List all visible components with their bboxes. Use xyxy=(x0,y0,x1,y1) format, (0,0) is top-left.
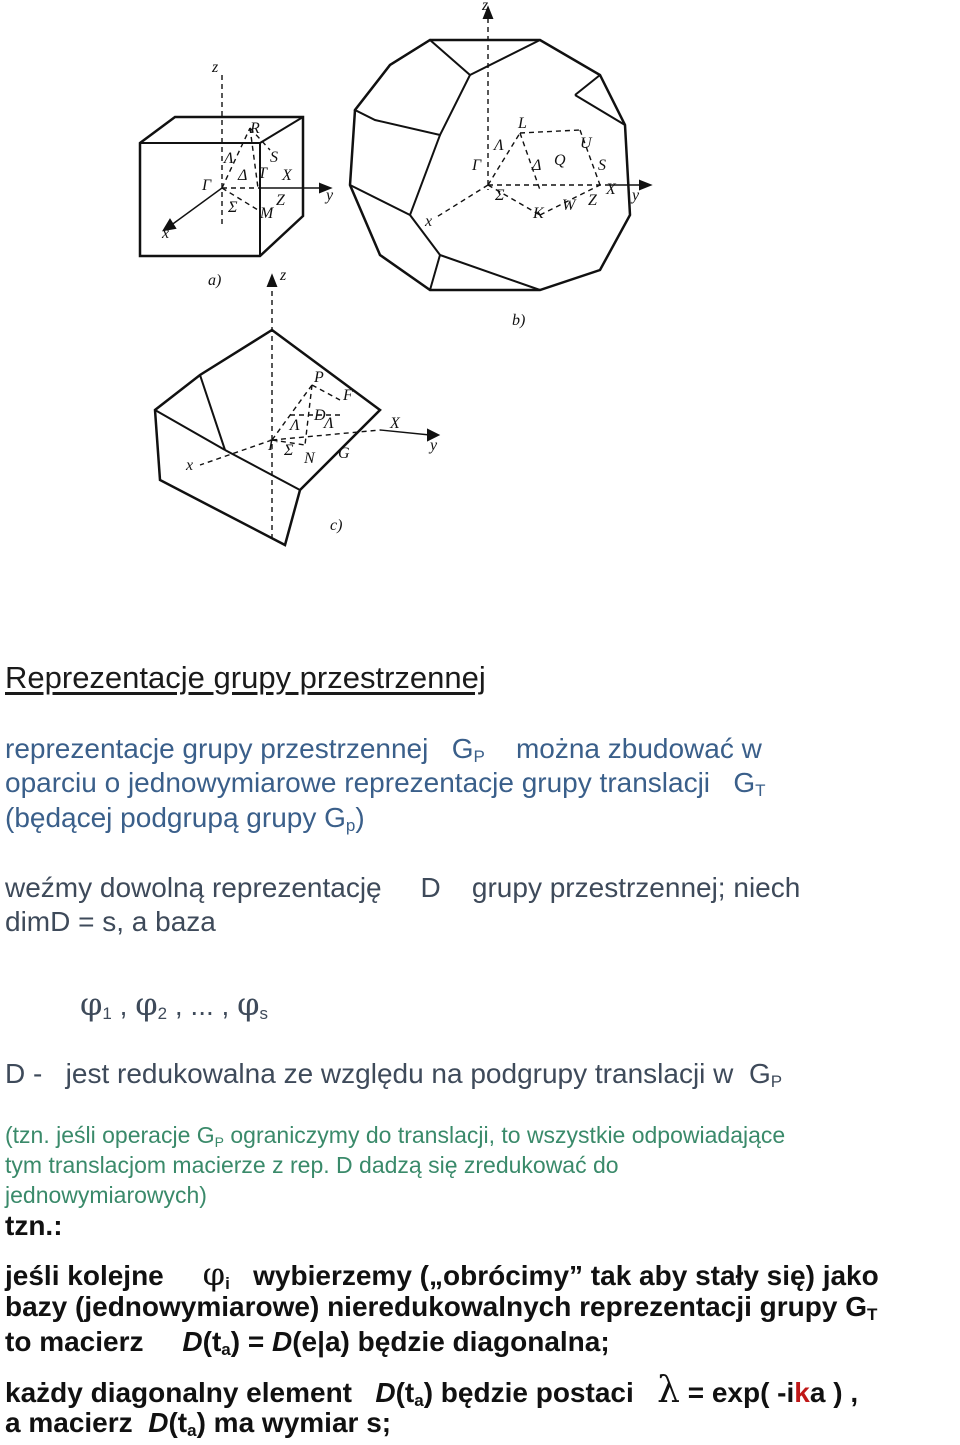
para2-text-b: grupy przestrzennej; niech xyxy=(471,872,801,903)
basis-sep-1: , xyxy=(119,990,128,1021)
para6-text-c: ) będzie postaci xyxy=(423,1377,634,1408)
caption-a: a) xyxy=(208,272,222,289)
svg-text:S: S xyxy=(598,157,606,174)
svg-text:Γ: Γ xyxy=(472,157,482,174)
phi-symbol-s: φ xyxy=(237,985,260,1023)
para6-text-h: ) ma wymiar s; xyxy=(196,1407,392,1438)
svg-text:Λ: Λ xyxy=(224,150,234,167)
para5-d-symbol-1: D xyxy=(182,1326,203,1357)
svg-text:x: x xyxy=(186,457,194,474)
svg-text:Λ: Λ xyxy=(324,415,334,432)
svg-text:x: x xyxy=(162,225,170,242)
para4-line1 xyxy=(5,1122,785,1150)
para1-text-c: oparciu o jednowymiarowe reprezentacje grupy translacji xyxy=(5,767,711,798)
svg-text:Σ: Σ xyxy=(495,187,505,204)
svg-text:Δ: Δ xyxy=(238,167,248,184)
gp-subscript: P xyxy=(473,747,485,766)
brillouin-zones-figure xyxy=(0,0,960,560)
para1-text-a: reprezentacje grupy przestrzennej xyxy=(5,733,429,764)
svg-text:y: y xyxy=(430,437,438,454)
para5-line1 xyxy=(5,1255,879,1294)
tzn-label: tzn.: xyxy=(5,1210,63,1241)
section-title: Reprezentacje grupy przestrzennej xyxy=(5,660,486,695)
para5-text-c: bazy (jednowymiarowe) nieredukowalnych reprezentacji grupy G xyxy=(5,1291,867,1322)
svg-text:Δ: Δ xyxy=(532,157,542,174)
svg-text:T: T xyxy=(258,165,267,182)
para5-text-g: (e|a) będzie diagonalna; xyxy=(292,1326,610,1357)
para3-gp-symbol: G xyxy=(748,1058,771,1089)
svg-text:X: X xyxy=(606,181,616,198)
svg-text:P: P xyxy=(314,369,324,386)
para6-text-f: a macierz xyxy=(5,1407,133,1438)
phi-i-symbol: φ xyxy=(202,1255,226,1293)
caption-b: b) xyxy=(512,312,526,329)
para4-line3: jednowymiarowych) xyxy=(5,1182,207,1208)
para5-text-a: jeśli kolejne xyxy=(5,1260,164,1291)
svg-text:K: K xyxy=(533,205,544,222)
svg-text:U: U xyxy=(580,135,592,152)
svg-text:F: F xyxy=(343,387,353,404)
phi-index-2: 2 xyxy=(157,1004,168,1023)
para6-a-subscript: a xyxy=(414,1391,424,1410)
svg-text:Γ: Γ xyxy=(202,177,212,194)
para4-text-a: (tzn. jeśli operacje G xyxy=(5,1122,215,1148)
phi-symbol-2: φ xyxy=(135,985,158,1023)
svg-text:y: y xyxy=(326,187,334,204)
para6-text-d: = exp( -i xyxy=(679,1377,795,1408)
gt-subscript: T xyxy=(755,781,766,800)
lambda-symbol: λ xyxy=(657,1370,680,1411)
svg-text:X: X xyxy=(390,415,400,432)
para3-gp-subscript: P xyxy=(770,1072,783,1091)
panel-b-truncated-octahedron xyxy=(350,0,650,329)
para6-line1 xyxy=(5,1370,858,1411)
basis-sep-2: , ... , xyxy=(174,990,230,1021)
svg-text:z: z xyxy=(280,267,287,284)
para5-text-d: to macierz xyxy=(5,1326,144,1357)
para5-text-e: (t xyxy=(202,1326,222,1357)
svg-text:L: L xyxy=(518,115,527,132)
panel-a-cube xyxy=(140,59,334,289)
svg-text:S: S xyxy=(270,149,278,166)
svg-text:D: D xyxy=(314,407,326,424)
para4-text-b: ograniczymy do translacji, to wszystkie odpowiadające xyxy=(223,1122,786,1148)
svg-text:Z: Z xyxy=(588,192,597,209)
para1-line2 xyxy=(5,767,766,801)
svg-text:R: R xyxy=(250,120,260,137)
svg-text:Λ: Λ xyxy=(290,417,300,434)
phi-symbol-1: φ xyxy=(80,985,103,1023)
svg-text:G: G xyxy=(338,445,350,462)
para1-text-d: (będącej podgrupą grupy G xyxy=(5,802,346,833)
para5-text-f: ) = xyxy=(230,1326,272,1357)
para3-text-b: jest redukowalna ze względu na podgrupy translacji w xyxy=(65,1058,734,1089)
k-vector-symbol: k xyxy=(794,1377,810,1408)
svg-text:Z: Z xyxy=(276,192,285,209)
para5-d-symbol-2: D xyxy=(272,1326,293,1357)
svg-text:N: N xyxy=(304,450,315,467)
para6-text-e: a ) , xyxy=(809,1377,859,1408)
para6-d-symbol-2: D xyxy=(148,1407,169,1438)
svg-text:y: y xyxy=(632,187,640,204)
para6-a-subscript-2: a xyxy=(187,1421,197,1440)
svg-text:W: W xyxy=(562,197,576,214)
svg-text:Σ: Σ xyxy=(284,442,294,459)
svg-text:x: x xyxy=(425,213,433,230)
svg-text:Σ: Σ xyxy=(228,199,238,216)
gp-lower-subscript: p xyxy=(345,816,356,835)
para5-a-subscript: a xyxy=(221,1340,231,1359)
para4-subscript: P xyxy=(214,1134,224,1150)
para5-line3 xyxy=(5,1326,610,1360)
para1-line3 xyxy=(5,802,365,836)
para5-gt-subscript: T xyxy=(867,1305,878,1324)
para4-line2: tym translacjom macierze z rep. D dadzą się zredukować do xyxy=(5,1152,619,1178)
gt-symbol: G xyxy=(733,767,756,798)
para6-d-symbol: D xyxy=(375,1377,396,1408)
para1-text-e: ) xyxy=(355,802,365,833)
phi-i-subscript: i xyxy=(225,1274,230,1293)
para5-line2 xyxy=(5,1291,877,1325)
svg-text:Γ: Γ xyxy=(268,437,278,454)
svg-text:Λ: Λ xyxy=(494,137,504,154)
svg-text:Q: Q xyxy=(554,152,566,169)
para2-text-a: weźmy dowolną reprezentację xyxy=(5,872,382,903)
para5-text-b: wybierzemy („obrócimy” tak aby stały się) jako xyxy=(253,1260,879,1291)
para1-line1 xyxy=(5,733,762,767)
rep-d-symbol: D xyxy=(420,872,441,903)
gp-symbol: G xyxy=(451,733,474,764)
para3-text-a: D - xyxy=(5,1058,43,1089)
svg-text:z: z xyxy=(482,0,489,14)
phi-index-1: 1 xyxy=(102,1004,112,1023)
svg-text:M: M xyxy=(260,205,274,222)
panel-c-rhombic-dodecahedron xyxy=(155,267,438,545)
caption-c: c) xyxy=(330,517,343,534)
para2-line1 xyxy=(5,872,800,904)
para3-line xyxy=(5,1058,782,1092)
para6-text-g: (t xyxy=(168,1407,188,1438)
svg-text:z: z xyxy=(212,59,219,76)
phi-index-s: s xyxy=(259,1004,269,1023)
svg-text:X: X xyxy=(282,167,292,184)
basis-formula xyxy=(80,985,268,1024)
para6-text-b: (t xyxy=(395,1377,415,1408)
para2-line2: dimD = s, a baza xyxy=(5,906,216,937)
para6-line2 xyxy=(5,1407,391,1441)
para6-text-a: każdy diagonalny element xyxy=(5,1377,352,1408)
para1-text-b: można zbudować w xyxy=(515,733,762,764)
